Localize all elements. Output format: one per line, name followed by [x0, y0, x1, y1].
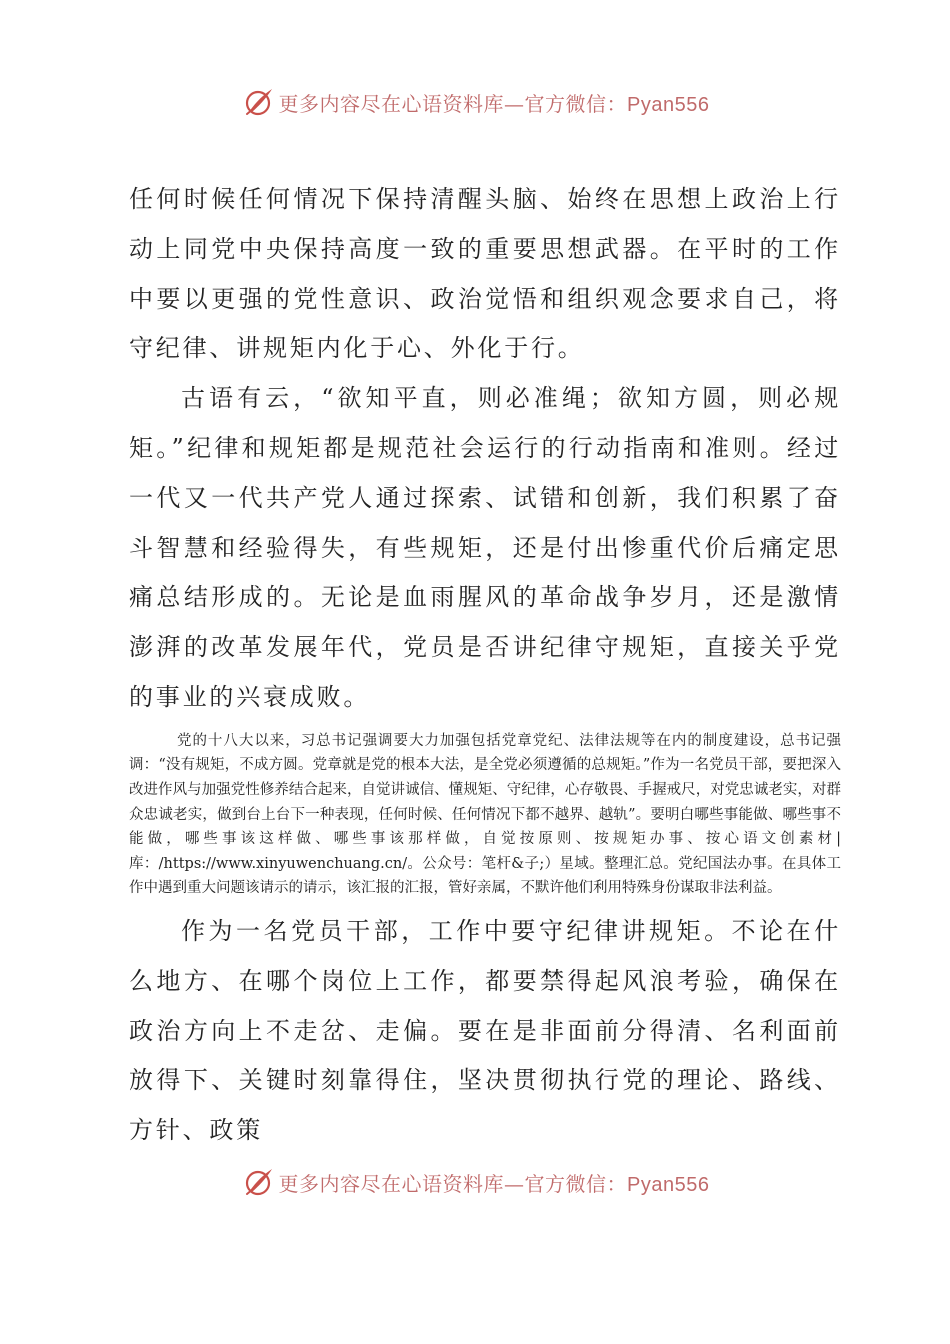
paragraph-3-small: 党的十八大以来，习总书记强调要大力加强包括党章党纪、法律法规等在内的制度建设，总书记强调：“没有规矩，不成方圆。党章就是党的根本大法，是全党必须遵循的总规矩。”作为一名党员干部，要把深入改进作风与加强党性修养结合起来，自觉讲诚信、懂规矩、守纪律，心存敬畏、手握戒尺，对党忠诚老实，对群众忠诚老实，做到台上台下一种表现，任何时候、任何情况下都不越界、越轨”。要明白哪些事能做、哪些事不能做，哪些事该这样做、哪些事该那样做，自觉按原则、按规矩办事、按心语文创素材|库：/https://www.xinyuwenchuang.cn/。公众号：笔杆&子;）星域。整理汇总。党纪国法办事。在具体工作中遇到重大问题该请示的请示，该汇报的汇报，管好亲属，不默许他们利用特殊身份谋取非法利益。: [129, 732, 841, 897]
paragraph-2: 古语有云，“欲知平直，则必准绳；欲知方圆，则必规矩。”纪律和规矩都是规范社会运行的行动指南和准则。经过一代又一代共产党人通过探索、试错和创新，我们积累了奋斗智慧和经验得失，有些规矩，还是付出惨重代价后痛定思痛总结形成的。无论是血雨腥风的革命战争岁月，还是激情澎湃的改革发展年代，党员是否讲纪律守规矩，直接关乎党的事业的兴衰成败。: [129, 384, 841, 711]
quill-circle-icon: [241, 1165, 275, 1199]
footer-banner-text: 更多内容尽在心语资料库—官方微信：Pyan556: [278, 1171, 710, 1196]
quill-circle-icon: [241, 85, 275, 119]
paragraph-1: 任何时候任何情况下保持清醒头脑、始终在思想上政治上行动上同党中央保持高度一致的重要思想武器。在平时的工作中要以更强的党性意识、政治觉悟和组织观念要求自己，将守纪律、讲规矩内化于心、外化于行。: [129, 185, 841, 363]
footer-banner: [0, 1162, 950, 1202]
paragraph-4: 作为一名党员干部，工作中要守纪律讲规矩。不论在什么地方、在哪个岗位上工作，都要禁得起风浪考验，确保在政治方向上不走岔、走偏。要在是非面前分得清、名利面前放得下、关键时刻靠得住，坚决贯彻执行党的理论、路线、方针、政策: [129, 916, 841, 1145]
document-body: [129, 175, 841, 1156]
header-banner-text: 更多内容尽在心语资料库—官方微信：Pyan556: [278, 91, 710, 116]
header-banner: [0, 82, 950, 122]
